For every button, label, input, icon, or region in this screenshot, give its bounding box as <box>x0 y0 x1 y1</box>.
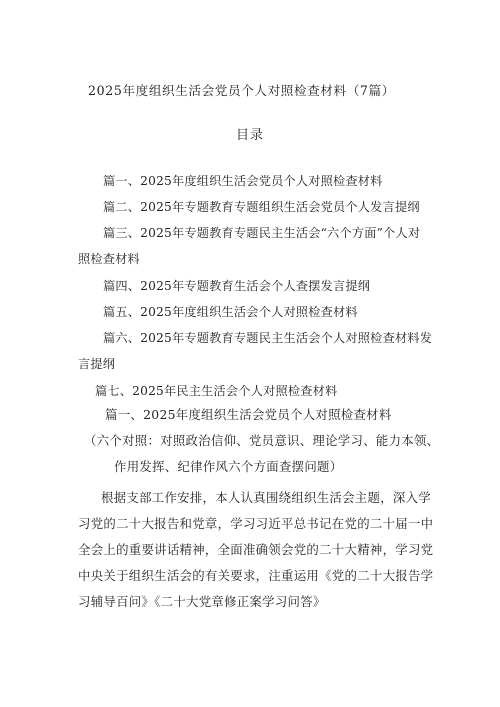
toc-item-3[interactable]: 篇三、2025年专题教育专题民主生活会“六个方面”个人对 <box>103 226 421 240</box>
body-line-5: 习辅导百问》《二十大党章修正案学习问答》 <box>78 594 326 609</box>
toc-item-5[interactable]: 篇五、2025年度组织生活会个人对照检查材料 <box>103 305 358 319</box>
section-subtitle-line-1: （六个对照：对照政治信仰、党员意识、理论学习、能力本领、 <box>84 433 440 448</box>
body-line-3: 全会上的重要讲话精神，全面准确领会党的二十大精神，学习党 <box>78 542 434 557</box>
section-subtitle-line-2: 作用发挥、纪律作风六个方面查摆问题） <box>114 459 343 474</box>
body-line-1: 根据支部工作安排，本人认真围绕组织生活会主题，深入学 <box>101 490 431 505</box>
body-line-2: 习党的二十大报告和党章，学习习近平总书记在党的二十届一中 <box>78 516 434 531</box>
toc-item-3-continued[interactable]: 照检查材料 <box>78 252 140 266</box>
toc-item-7[interactable]: 篇七、2025年民主生活会个人对照检查材料 <box>95 384 338 398</box>
toc-item-6[interactable]: 篇六、2025年专题教育专题民主生活会个人对照检查材料发 <box>103 331 433 345</box>
toc-item-2[interactable]: 篇二、2025年专题教育专题组织生活会党员个人发言提纲 <box>103 200 420 214</box>
toc-item-1[interactable]: 篇一、2025年度组织生活会党员个人对照检查材料 <box>103 174 383 188</box>
body-line-4: 中央关于组织生活会的有关要求，注重运用《党的二十大报告学 <box>78 568 434 583</box>
toc-item-4[interactable]: 篇四、2025年专题教育生活会个人查摆发言提纲 <box>103 279 371 293</box>
section-heading: 篇一、2025年度组织生活会党员个人对照检查材料 <box>105 407 392 422</box>
toc-item-6-continued[interactable]: 言提纲 <box>78 357 116 371</box>
document-title: 2025年度组织生活会党员个人对照检查材料（7篇） <box>88 83 395 98</box>
toc-heading: 目录 <box>236 128 265 143</box>
